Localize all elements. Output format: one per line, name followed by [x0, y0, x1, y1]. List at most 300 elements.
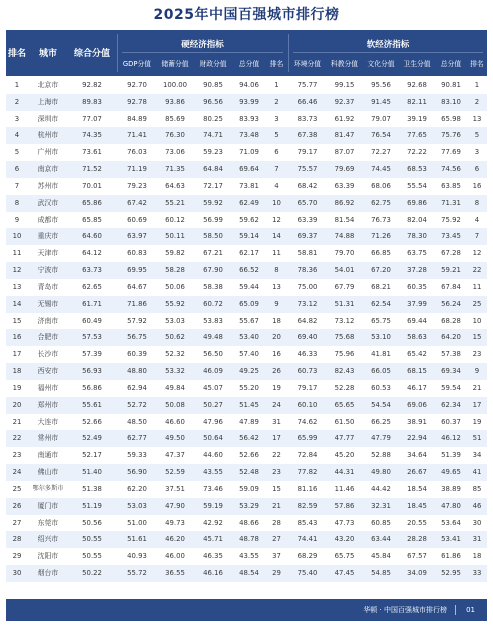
cell-health: 37.28 [407, 266, 427, 275]
cell-hard-total: 57.40 [239, 350, 259, 359]
cell-soft-total: 60.37 [441, 417, 461, 426]
cell-env: 65.99 [297, 434, 318, 443]
cell-hard-total: 49.25 [239, 367, 259, 376]
cell-fiscal: 45.07 [203, 383, 223, 392]
cell-total: 73.61 [82, 148, 102, 157]
cell-hard-total: 65.09 [239, 299, 259, 308]
cell-env: 67.38 [297, 131, 318, 140]
header-hard-savings: 储蓄分值 [161, 60, 189, 68]
cell-soft-total: 71.31 [441, 198, 461, 207]
cell-city: 成都市 [37, 215, 59, 224]
cell-gdp: 40.93 [127, 552, 147, 561]
cell-hard-rank: 6 [274, 148, 279, 157]
cell-culture: 76.54 [371, 131, 391, 140]
cell-city: 东莞市 [37, 518, 59, 527]
cell-culture: 47.79 [371, 434, 391, 443]
cell-soft-total: 74.56 [441, 165, 461, 174]
cell-fiscal: 50.64 [203, 434, 223, 443]
table-row [6, 77, 487, 94]
cell-total: 51.19 [82, 501, 102, 510]
cell-soft-rank: 18 [472, 552, 482, 561]
cell-soft-rank: 6 [474, 165, 480, 174]
cell-fiscal: 47.96 [203, 417, 223, 426]
cell-soft-total: 68.28 [441, 316, 461, 325]
cell-soft-total: 46.12 [441, 434, 461, 443]
table-row [6, 228, 487, 245]
cell-culture: 95.56 [371, 81, 391, 89]
cell-env: 64.82 [297, 316, 318, 325]
cell-city: 宁波市 [37, 266, 59, 275]
cell-culture: 62.54 [371, 299, 391, 308]
cell-hard-rank: 16 [272, 350, 281, 359]
cell-gdp: 55.72 [127, 569, 147, 578]
cell-edu: 86.92 [334, 198, 355, 207]
cell-hard-total: 55.67 [239, 316, 259, 325]
cell-savings: 100.00 [162, 81, 188, 89]
cell-soft-total: 51.39 [441, 451, 461, 460]
cell-gdp: 51.00 [127, 518, 147, 527]
cell-savings: 52.32 [165, 350, 185, 359]
cell-total: 70.01 [82, 181, 102, 190]
cell-env: 81.16 [297, 484, 318, 493]
cell-soft-total: 52.95 [441, 569, 461, 578]
cell-health: 69.44 [407, 316, 427, 325]
cell-savings: 50.08 [165, 400, 185, 409]
cell-gdp: 57.92 [127, 316, 147, 325]
table-row [6, 498, 487, 515]
cell-total: 57.39 [82, 350, 102, 359]
cell-edu: 75.96 [334, 350, 355, 359]
cell-fiscal: 67.21 [203, 249, 223, 258]
cell-edu: 79.70 [334, 249, 355, 258]
cell-savings: 46.20 [165, 535, 185, 544]
cell-fiscal: 59.19 [203, 501, 223, 510]
footer-source: 华顿 · 中国百强城市排行榜 [363, 606, 447, 614]
cell-total: 61.71 [82, 299, 102, 308]
header-soft-health: 卫生分值 [403, 60, 431, 68]
cell-soft-rank: 13 [472, 114, 482, 123]
cell-culture: 68.06 [371, 181, 391, 190]
table-row [6, 111, 487, 128]
cell-soft-rank: 11 [472, 282, 482, 291]
cell-rank: 11 [12, 249, 22, 258]
cell-health: 77.65 [407, 131, 427, 140]
cell-savings: 47.90 [165, 501, 185, 510]
cell-edu: 75.68 [334, 333, 355, 342]
cell-rank: 9 [14, 215, 20, 224]
cell-env: 46.33 [297, 350, 318, 359]
cell-soft-total: 64.20 [441, 333, 461, 342]
cell-soft-rank: 21 [472, 383, 482, 392]
cell-total: 77.07 [82, 114, 102, 123]
table-row [6, 94, 487, 111]
cell-city: 郑州市 [37, 400, 59, 409]
cell-rank: 4 [14, 131, 20, 140]
cell-savings: 49.73 [165, 518, 185, 527]
cell-soft-rank: 46 [472, 501, 482, 510]
cell-hard-rank: 4 [274, 181, 279, 190]
cell-soft-rank: 34 [472, 451, 482, 460]
cell-rank: 18 [12, 367, 22, 376]
cell-savings: 50.06 [165, 282, 185, 291]
cell-health: 69.86 [407, 198, 427, 207]
cell-rank: 22 [12, 434, 22, 443]
cell-hard-total: 48.54 [239, 569, 259, 578]
cell-city: 佛山市 [37, 468, 59, 477]
cell-soft-total: 75.76 [441, 131, 461, 140]
cell-city: 北京市 [37, 81, 59, 89]
cell-hard-total: 59.09 [239, 484, 259, 493]
cell-fiscal: 73.46 [203, 484, 223, 493]
cell-rank: 3 [14, 114, 20, 123]
cell-fiscal: 56.99 [203, 215, 223, 224]
table-row [6, 548, 487, 565]
cell-city: 苏州市 [37, 181, 59, 190]
cell-soft-rank: 30 [472, 518, 482, 527]
cell-soft-total: 75.92 [441, 215, 461, 224]
page-title: 2025年中国百强城市排行榜 [153, 7, 340, 23]
cell-savings: 93.86 [165, 97, 185, 106]
cell-soft-rank: 31 [472, 535, 482, 544]
table-row [6, 195, 487, 212]
cell-rank: 29 [12, 552, 22, 561]
cell-fiscal: 45.71 [203, 535, 223, 544]
header-soft-rank: 排名 [470, 60, 484, 68]
cell-fiscal: 74.71 [203, 131, 223, 140]
cell-health: 38.91 [407, 417, 427, 426]
cell-soft-total: 59.21 [441, 266, 461, 275]
cell-savings: 53.32 [165, 367, 185, 376]
cell-hard-rank: 17 [272, 434, 281, 443]
cell-edu: 51.31 [334, 299, 355, 308]
cell-rank: 7 [14, 181, 20, 190]
cell-city: 杭州市 [37, 131, 59, 140]
cell-soft-rank: 4 [474, 215, 480, 224]
cell-health: 20.55 [407, 518, 427, 527]
cell-hard-total: 73.48 [239, 131, 259, 140]
cell-soft-total: 90.81 [441, 81, 461, 89]
cell-gdp: 53.03 [127, 501, 147, 510]
cell-total: 50.22 [82, 569, 102, 578]
header-city: 城市 [38, 49, 57, 59]
header-soft-total: 总分值 [440, 60, 462, 68]
cell-hard-rank: 7 [274, 165, 279, 174]
cell-culture: 91.45 [371, 97, 391, 106]
cell-soft-rank: 23 [472, 350, 482, 359]
cell-hard-rank: 8 [274, 266, 279, 275]
table-row [6, 161, 487, 178]
cell-hard-total: 59.44 [239, 282, 259, 291]
cell-soft-rank: 22 [472, 266, 482, 275]
cell-soft-total: 65.98 [441, 114, 461, 123]
cell-fiscal: 59.92 [203, 198, 223, 207]
cell-soft-rank: 3 [474, 148, 480, 157]
cell-savings: 85.69 [165, 114, 185, 123]
cell-edu: 73.12 [334, 316, 355, 325]
cell-soft-total: 67.84 [441, 282, 461, 291]
cell-soft-total: 83.10 [441, 97, 461, 106]
cell-fiscal: 43.55 [203, 468, 223, 477]
cell-city: 烟台市 [37, 569, 59, 578]
cell-soft-rank: 9 [474, 367, 480, 376]
cell-savings: 37.51 [165, 484, 185, 493]
cell-gdp: 60.69 [127, 215, 147, 224]
cell-env: 68.29 [297, 552, 318, 561]
cell-city: 天津市 [37, 249, 59, 258]
cell-edu: 67.79 [334, 282, 355, 291]
cell-env: 75.57 [297, 165, 318, 174]
cell-gdp: 60.83 [127, 249, 147, 258]
cell-edu: 44.31 [334, 468, 355, 477]
cell-edu: 52.28 [334, 383, 355, 392]
cell-rank: 17 [12, 350, 22, 359]
cell-rank: 26 [12, 501, 22, 510]
cell-edu: 74.88 [334, 232, 355, 241]
cell-edu: 99.15 [334, 81, 355, 89]
cell-hard-rank: 22 [272, 451, 281, 460]
header-hard-rank: 排名 [269, 60, 284, 68]
cell-edu: 92.37 [334, 97, 355, 106]
cell-edu: 11.46 [334, 484, 355, 493]
cell-edu: 87.07 [334, 148, 355, 157]
table-row [6, 245, 487, 262]
cell-savings: 50.62 [165, 333, 185, 342]
table-row [6, 296, 487, 313]
cell-edu: 63.39 [334, 181, 355, 190]
cell-hard-rank: 19 [272, 383, 281, 392]
cell-rank: 25 [12, 484, 22, 493]
cell-env: 73.12 [297, 299, 318, 308]
cell-culture: 63.44 [371, 535, 391, 544]
cell-savings: 73.06 [165, 148, 185, 157]
cell-hard-total: 93.99 [239, 97, 259, 106]
cell-env: 83.73 [297, 114, 318, 123]
cell-culture: 62.75 [371, 198, 391, 207]
cell-savings: 76.30 [165, 131, 185, 140]
cell-rank: 5 [14, 148, 20, 157]
cell-env: 65.70 [297, 198, 318, 207]
table-row [6, 144, 487, 161]
cell-gdp: 92.70 [127, 81, 147, 89]
cell-culture: 32.31 [371, 501, 391, 510]
table-row [6, 414, 487, 431]
cell-soft-rank: 8 [474, 198, 480, 207]
header-soft-group: 软经济指标 [366, 40, 410, 50]
cell-gdp: 79.23 [127, 181, 147, 190]
cell-hard-rank: 9 [274, 299, 279, 308]
cell-total: 71.52 [82, 165, 102, 174]
cell-soft-rank: 33 [472, 569, 482, 578]
cell-env: 85.43 [297, 518, 318, 527]
table-row [6, 346, 487, 363]
cell-culture: 76.73 [371, 215, 391, 224]
cell-fiscal: 59.23 [203, 148, 223, 157]
cell-soft-total: 56.24 [441, 299, 461, 308]
cell-health: 82.11 [407, 97, 427, 106]
cell-city: 无锡市 [37, 299, 59, 308]
cell-fiscal: 58.38 [203, 282, 223, 291]
cell-city: 沈阳市 [37, 552, 59, 561]
cell-gdp: 71.41 [127, 131, 147, 140]
cell-soft-rank: 41 [472, 468, 482, 477]
cell-savings: 55.92 [165, 299, 185, 308]
cell-city: 绍兴市 [37, 535, 59, 544]
cell-total: 56.86 [82, 383, 102, 392]
cell-health: 58.63 [407, 333, 427, 342]
cell-fiscal: 90.85 [203, 81, 223, 89]
cell-gdp: 64.67 [127, 282, 147, 291]
cell-hard-total: 48.66 [239, 518, 259, 527]
cell-rank: 19 [12, 383, 22, 392]
cell-total: 65.85 [82, 215, 102, 224]
cell-hard-rank: 31 [272, 417, 281, 426]
table-row [6, 531, 487, 548]
cell-health: 34.09 [407, 569, 427, 578]
cell-fiscal: 80.25 [203, 114, 223, 123]
cell-health: 67.57 [407, 552, 427, 561]
cell-culture: 72.27 [371, 148, 391, 157]
cell-env: 74.41 [297, 535, 318, 544]
table-row [6, 313, 487, 330]
cell-city: 重庆市 [37, 232, 59, 241]
cell-env: 77.82 [297, 468, 318, 477]
cell-edu: 79.69 [334, 165, 355, 174]
cell-savings: 53.03 [165, 316, 185, 325]
cell-hard-rank: 5 [274, 131, 279, 140]
cell-env: 58.81 [297, 249, 318, 258]
cell-total: 51.38 [82, 484, 102, 493]
cell-hard-rank: 27 [272, 535, 281, 544]
cell-rank: 23 [12, 451, 22, 460]
cell-fiscal: 46.35 [203, 552, 223, 561]
cell-soft-rank: 5 [474, 131, 480, 140]
header-hard-fiscal: 财政分值 [199, 60, 227, 68]
cell-city: 西安市 [37, 367, 59, 376]
cell-soft-total: 53.64 [441, 518, 461, 527]
cell-hard-rank: 13 [272, 282, 281, 291]
cell-total: 52.17 [82, 451, 102, 460]
cell-city: 武汉市 [37, 198, 59, 207]
cell-total: 50.55 [82, 552, 102, 561]
cell-total: 64.12 [82, 249, 102, 258]
cell-edu: 47.77 [334, 434, 355, 443]
cell-savings: 49.84 [165, 383, 185, 392]
cell-edu: 45.20 [334, 451, 355, 460]
cell-total: 50.56 [82, 518, 102, 527]
cell-gdp: 67.42 [127, 198, 147, 207]
cell-savings: 46.60 [165, 417, 185, 426]
cell-rank: 20 [12, 400, 22, 409]
cell-hard-rank: 12 [272, 215, 281, 224]
cell-fiscal: 46.16 [203, 569, 223, 578]
cell-total: 62.65 [82, 282, 102, 291]
cell-hard-rank: 3 [274, 114, 279, 123]
cell-health: 39.19 [407, 114, 427, 123]
cell-hard-rank: 18 [272, 316, 281, 325]
footer-divider [455, 605, 456, 615]
cell-total: 57.53 [82, 333, 102, 342]
cell-city: 厦门市 [37, 501, 59, 510]
cell-hard-total: 56.42 [239, 434, 259, 443]
table-row [6, 380, 487, 397]
cell-savings: 50.11 [165, 232, 185, 241]
cell-hard-total: 66.52 [239, 266, 259, 275]
cell-hard-total: 62.49 [239, 198, 259, 207]
cell-gdp: 56.75 [127, 333, 147, 342]
table-row [6, 279, 487, 296]
cell-total: 60.49 [82, 316, 102, 325]
cell-total: 92.82 [82, 81, 102, 89]
table-row [6, 447, 487, 464]
header-total-score: 综合分值 [73, 49, 110, 59]
cell-city: 福州市 [37, 383, 59, 392]
cell-culture: 45.84 [371, 552, 391, 561]
cell-soft-rank: 15 [472, 333, 482, 342]
cell-edu: 65.65 [334, 400, 355, 409]
cell-rank: 14 [12, 299, 22, 308]
cell-edu: 65.75 [334, 552, 355, 561]
cell-rank: 15 [12, 316, 22, 325]
cell-culture: 66.25 [371, 417, 391, 426]
cell-edu: 81.47 [334, 131, 355, 140]
cell-env: 79.17 [297, 383, 318, 392]
cell-hard-total: 94.06 [239, 81, 259, 89]
cell-total: 56.93 [82, 367, 102, 376]
table-row [6, 565, 487, 582]
cell-savings: 64.63 [165, 181, 185, 190]
cell-savings: 60.12 [165, 215, 185, 224]
cell-gdp: 62.20 [127, 484, 147, 493]
cell-gdp: 60.39 [127, 350, 147, 359]
cell-culture: 52.88 [371, 451, 391, 460]
cell-health: 72.22 [407, 148, 427, 157]
cell-hard-rank: 11 [272, 249, 281, 258]
cell-health: 92.68 [407, 81, 427, 89]
cell-health: 68.15 [407, 367, 427, 376]
cell-soft-rank: 1 [474, 81, 480, 89]
cell-hard-rank: 2 [274, 97, 279, 106]
cell-soft-total: 47.80 [441, 501, 461, 510]
cell-savings: 55.21 [165, 198, 185, 207]
cell-rank: 28 [12, 535, 22, 544]
cell-culture: 60.85 [371, 518, 391, 527]
cell-hard-rank: 1 [274, 81, 279, 89]
cell-savings: 52.59 [165, 468, 185, 477]
cell-edu: 43.20 [334, 535, 355, 544]
cell-hard-rank: 10 [272, 198, 281, 207]
cell-fiscal: 56.50 [203, 350, 223, 359]
cell-city: 上海市 [37, 97, 59, 106]
cell-env: 69.37 [297, 232, 318, 241]
cell-city: 南通市 [37, 451, 59, 460]
cell-gdp: 62.77 [127, 434, 147, 443]
cell-soft-total: 67.28 [441, 249, 461, 258]
cell-fiscal: 96.56 [203, 97, 223, 106]
cell-health: 28.28 [407, 535, 427, 544]
table-row [6, 397, 487, 414]
cell-hard-total: 47.89 [239, 417, 259, 426]
cell-hard-rank: 24 [272, 400, 281, 409]
cell-health: 22.94 [407, 434, 427, 443]
cell-total: 52.66 [82, 417, 102, 426]
cell-rank: 6 [14, 165, 20, 174]
cell-env: 72.84 [297, 451, 318, 460]
cell-hard-total: 73.81 [239, 181, 259, 190]
cell-hard-rank: 28 [272, 518, 281, 527]
cell-hard-rank: 26 [272, 367, 281, 376]
cell-edu: 57.86 [334, 501, 355, 510]
cell-hard-total: 62.17 [239, 249, 259, 258]
